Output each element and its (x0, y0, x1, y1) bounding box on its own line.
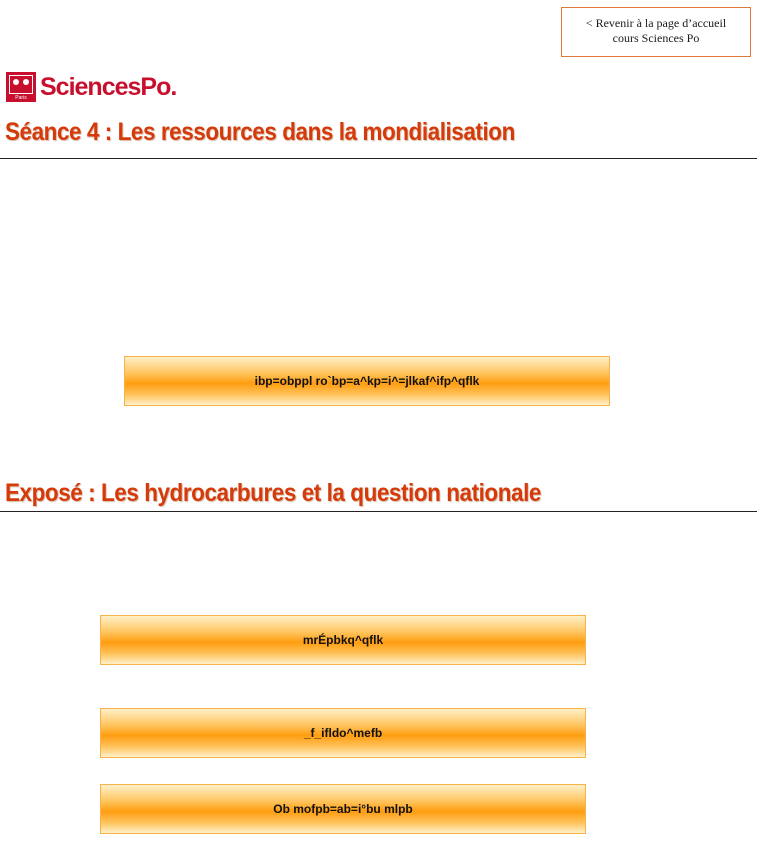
session-resource-button[interactable]: ibp=obppl ro`bp=a^kp=i^=jlkaf^ifp^qflk (124, 356, 610, 406)
expose-reprise-button[interactable]: Ob mofpb=ab=i°bu mlpb (100, 784, 586, 834)
presentation-button[interactable]: mrÉpbkq^qflk (100, 615, 586, 665)
session-title: Séance 4 : Les ressources dans la mondialisation (5, 118, 515, 146)
session-divider (0, 158, 757, 159)
sciencespo-logo (6, 72, 176, 102)
back-to-home-link[interactable] (561, 7, 751, 57)
back-link-line2: cours Sciences Po (612, 31, 700, 45)
bibliography-button[interactable]: _f_ifldo^mefb (100, 708, 586, 758)
expose-title: Exposé : Les hydrocarbures et la question nationale (5, 479, 541, 507)
sciencespo-emblem-icon (6, 72, 36, 102)
back-link-line1: < Revenir à la page d’accueil (585, 16, 727, 30)
expose-divider (0, 511, 757, 512)
emblem-caption: Paris (15, 95, 27, 101)
logo-wordmark: SciencesPo. (40, 73, 177, 101)
